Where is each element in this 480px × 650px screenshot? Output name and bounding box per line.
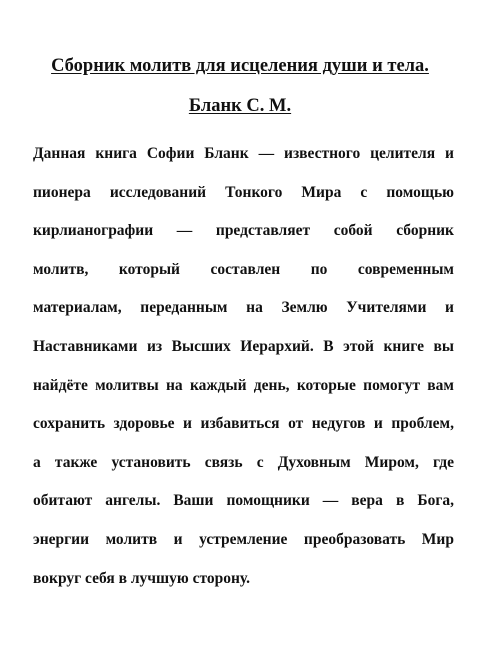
paragraph-line-2: пионера исследований Тонкого Мира с помощью <box>33 183 454 201</box>
paragraph-line-7: найдёте молитвы на каждый день, которые помогут вам <box>33 376 454 394</box>
paragraph-line-6: Наставниками из Высших Иерархий. В этой книге вы <box>33 337 454 355</box>
paragraph-line-4: молитв, который составлен по современным <box>33 260 454 278</box>
paragraph-line-1: Данная книга Софии Бланк — известного целителя и <box>33 145 454 162</box>
document-author: Бланк С. М. <box>188 96 292 116</box>
paragraph-line-5: материалам, переданным на Землю Учителями и <box>33 299 454 317</box>
paragraph-line-11: энергии молитв и устремление преобразовать Мир <box>33 530 454 548</box>
paragraph-line-8: сохранить здоровье и избавиться от недугов и проблем, <box>33 415 454 433</box>
paragraph-line-10: обитают ангелы. Ваши помощники — вера в Бога, <box>33 492 454 510</box>
paragraph-line-3: кирлианографии — представляет собой сборник <box>33 222 454 240</box>
document-title: Сборник молитв для исцеления души и тела. <box>51 56 429 76</box>
paragraph-line-12: вокруг себя в лучшую сторону. <box>33 569 250 587</box>
description-paragraph <box>33 141 454 604</box>
paragraph-line-9: а также установить связь с Духовным Миром, где <box>33 453 454 471</box>
